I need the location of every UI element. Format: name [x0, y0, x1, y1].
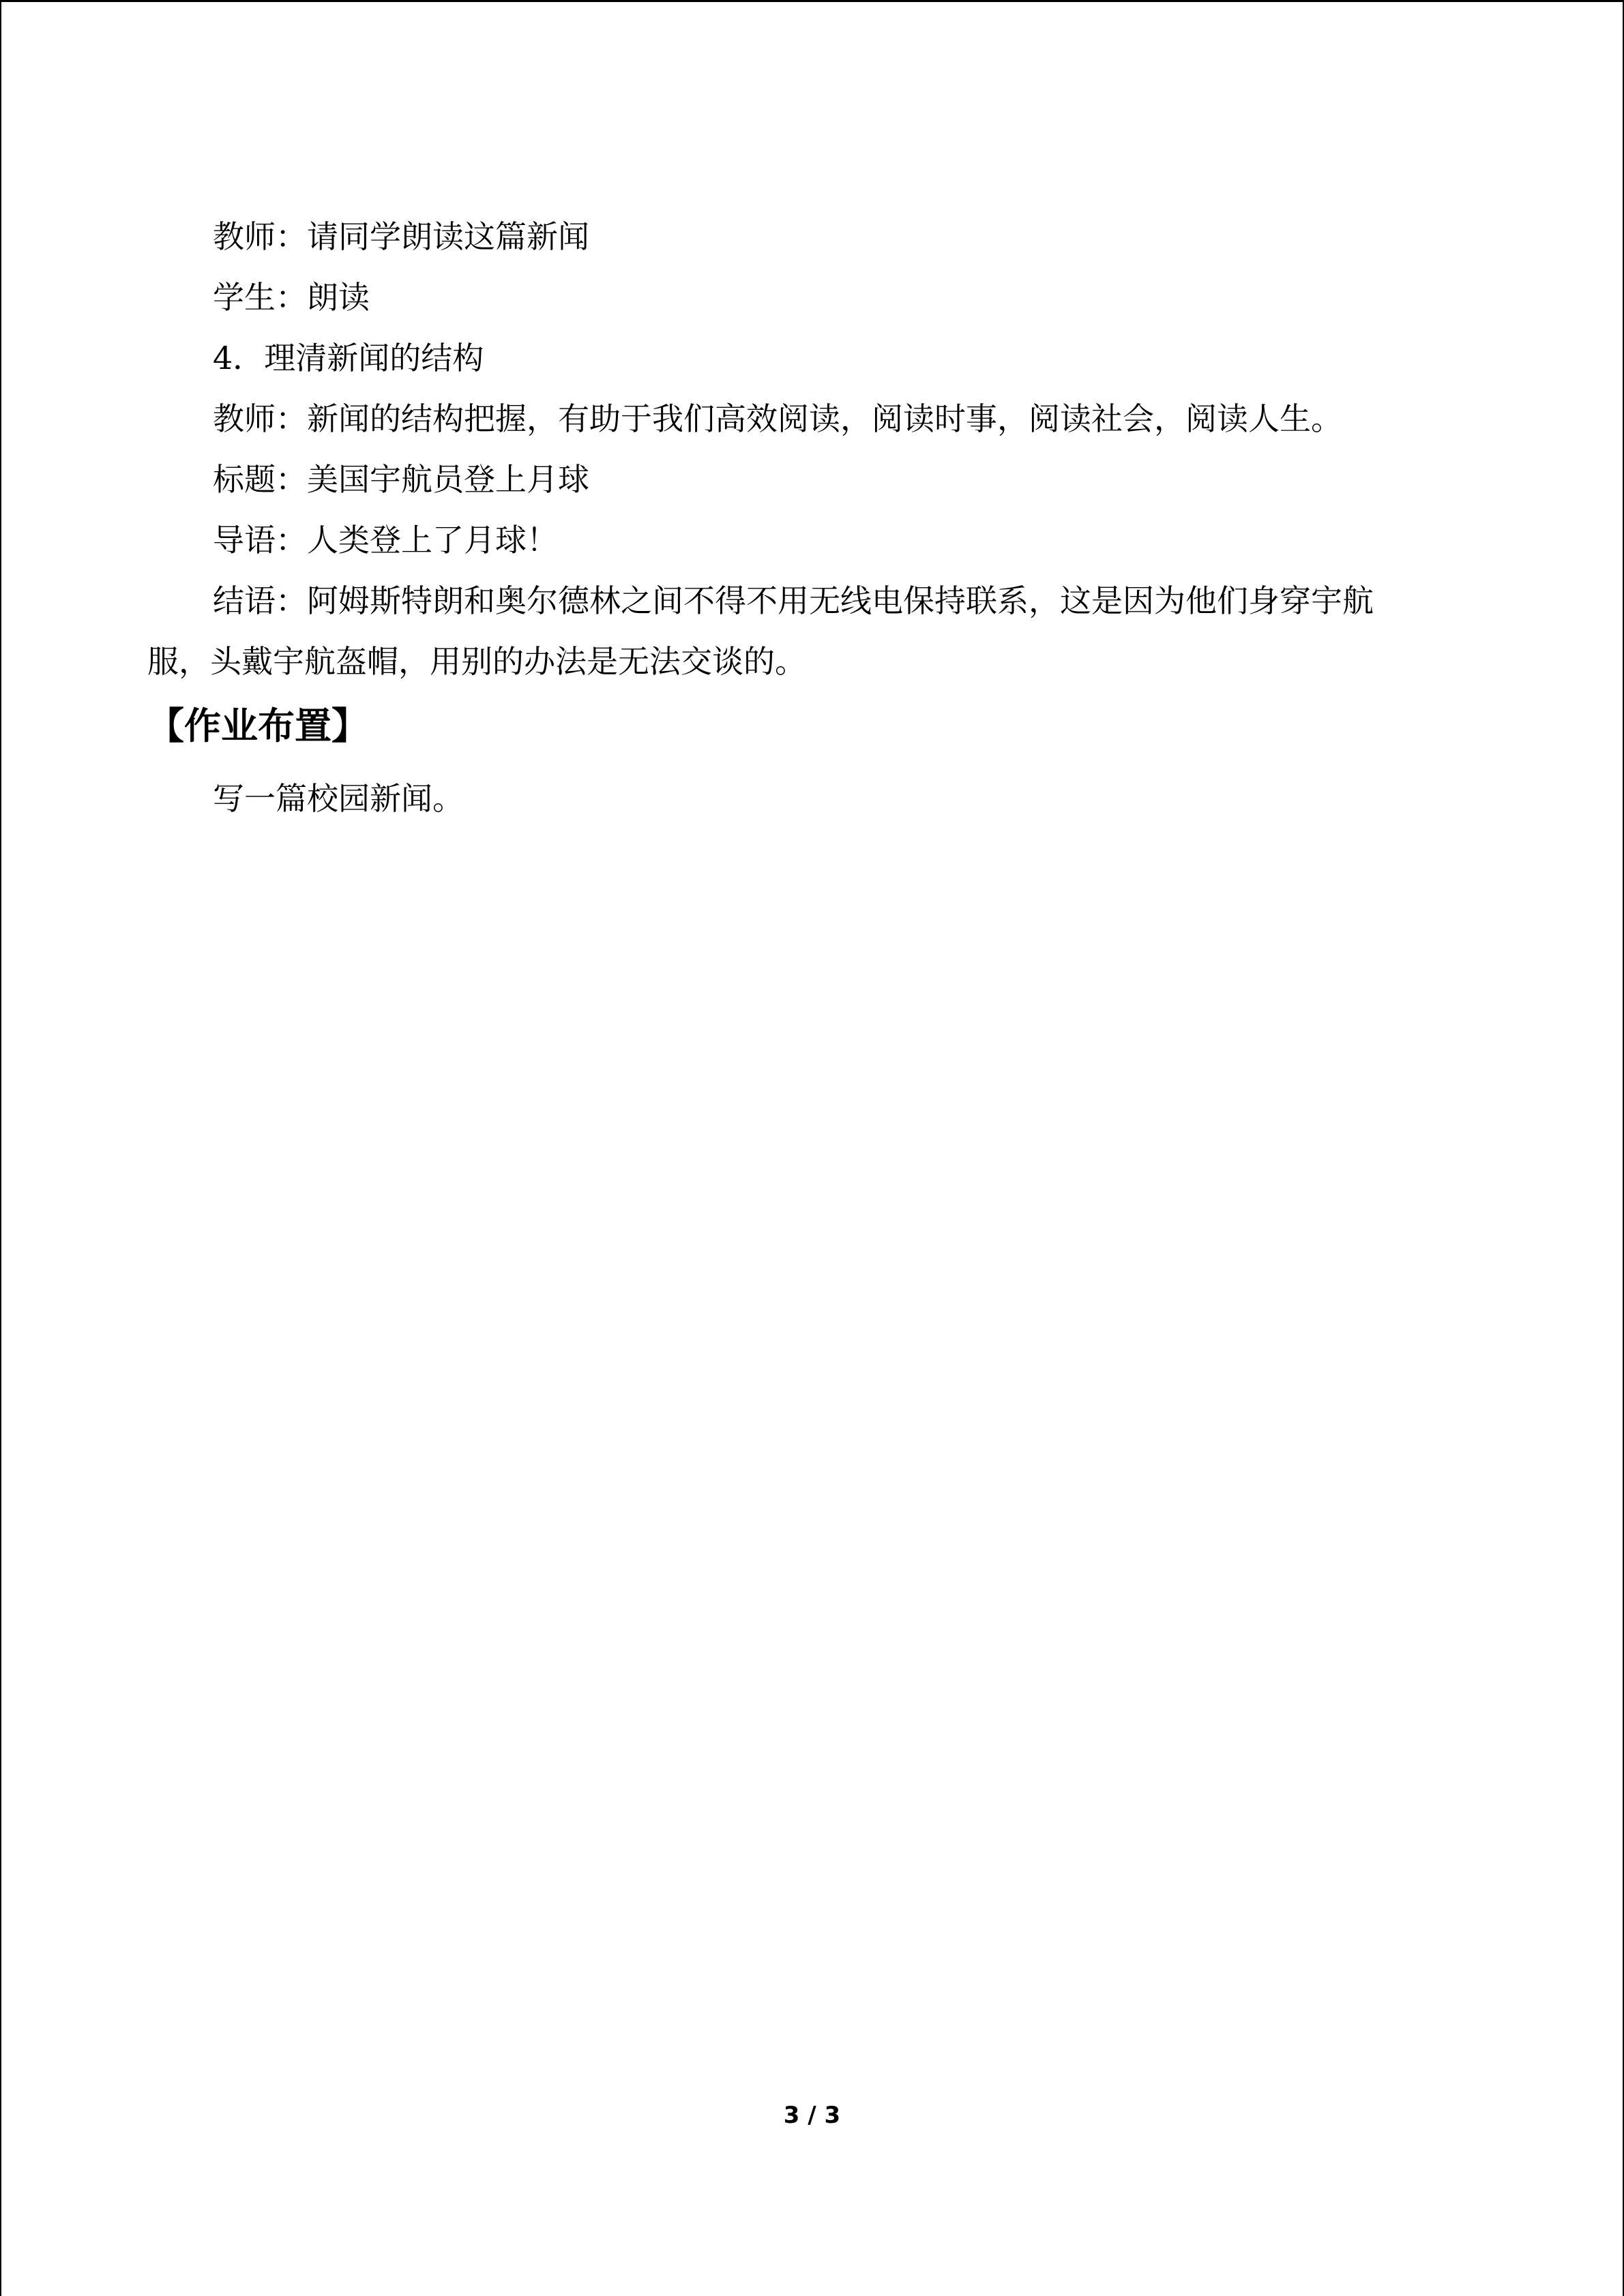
section-heading-homework: 【作业布置】 [147, 704, 368, 747]
paragraph-structure-step: 4．理清新闻的结构 [213, 340, 484, 376]
paragraph-conclusion: 结语：阿姆斯特朗和奥尔德林之间不得不用无线电保持联系，这是因为他们身穿宇航服，头戴宇航盔帽，用别的办法是无法交谈的。 [147, 582, 1374, 680]
paragraph-teacher-structure: 教师：新闻的结构把握，有助于我们高效阅读，阅读时事，阅读社会，阅读人生。 [213, 400, 1342, 437]
paragraph-homework: 写一篇校园新闻。 [213, 780, 464, 817]
paragraph-title: 标题：美国宇航员登上月球 [213, 461, 589, 498]
page-number: 3 / 3 [783, 2102, 841, 2129]
paragraph-student-read: 学生：朗读 [213, 279, 370, 316]
document-body [147, 207, 1430, 829]
paragraph-lead: 导语：人类登上了月球！ [213, 522, 558, 558]
paragraph-teacher-read: 教师：请同学朗读这篇新闻 [213, 218, 589, 255]
